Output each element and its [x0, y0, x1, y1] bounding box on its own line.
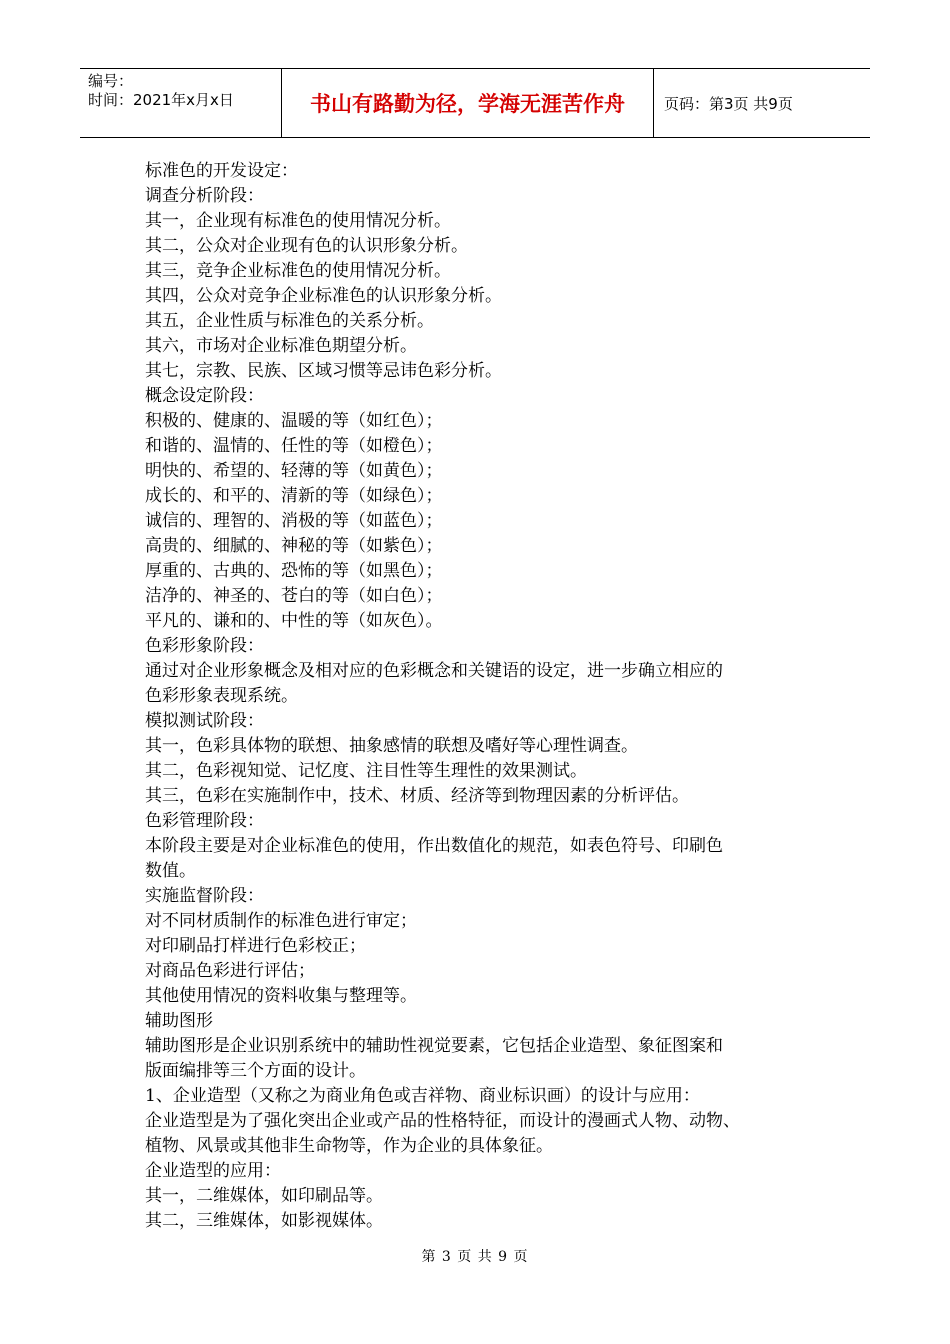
body-line: 模拟测试阶段： [145, 711, 264, 731]
body-line: 其三，色彩在实施制作中，技术、材质、经济等到物理因素的分析评估。 [145, 786, 689, 806]
body-line: 其二，色彩视知觉、记忆度、注目性等生理性的效果测试。 [145, 761, 587, 781]
page-header [80, 68, 870, 138]
doc-date-label: 时间：2021年x月x日 [88, 91, 234, 109]
body-line: 明快的、希望的、轻薄的等（如黄色）； [145, 461, 443, 481]
body-line: 其一，企业现有标准色的使用情况分析。 [145, 211, 451, 231]
body-line: 其六，市场对企业标准色期望分析。 [145, 336, 417, 356]
body-line: 其四，公众对竞争企业标准色的认识形象分析。 [145, 286, 502, 306]
body-line: 洁净的、神圣的、苍白的等（如白色）； [145, 586, 443, 606]
body-line: 其二，公众对企业现有色的认识形象分析。 [145, 236, 468, 256]
body-line: 其二，三维媒体，如影视媒体。 [145, 1211, 383, 1231]
header-meta [80, 69, 282, 137]
document-body [145, 159, 825, 1234]
body-line: 对不同材质制作的标准色进行审定； [145, 911, 417, 931]
body-line: 企业造型是为了强化突出企业或产品的性格特征，而设计的漫画式人物、动物、 [145, 1111, 740, 1131]
body-line: 厚重的、古典的、恐怖的等（如黑色）； [145, 561, 443, 581]
body-line: 概念设定阶段： [145, 386, 264, 406]
page-footer: 第 3 页 共 9 页 [421, 1249, 529, 1265]
body-line: 对商品色彩进行评估； [145, 961, 315, 981]
doc-code-label: 编号： [88, 72, 134, 90]
body-line: 积极的、健康的、温暖的等（如红色）； [145, 411, 443, 431]
body-line: 辅助图形 [145, 1011, 213, 1031]
body-line: 和谐的、温情的、任性的等（如橙色）； [145, 436, 443, 456]
body-line: 平凡的、谦和的、中性的等（如灰色）。 [145, 611, 443, 631]
body-line: 色彩形象表现系统。 [145, 686, 298, 706]
body-line: 1、企业造型（又称之为商业角色或吉祥物、商业标识画）的设计与应用： [145, 1086, 700, 1106]
body-line: 版面编排等三个方面的设计。 [145, 1061, 366, 1081]
body-line: 实施监督阶段： [145, 886, 264, 906]
body-line: 植物、风景或其他非生命物等，作为企业的具体象征。 [145, 1136, 553, 1156]
header-motto: 书山有路勤为径，学海无涯苦作舟 [282, 69, 654, 137]
body-line: 通过对企业形象概念及相对应的色彩概念和关键语的设定，进一步确立相应的 [145, 661, 723, 681]
header-page-info: 页码：第3页 共9页 [664, 94, 793, 113]
body-line: 企业造型的应用： [145, 1161, 281, 1181]
body-line: 标准色的开发设定： [145, 161, 298, 181]
body-line: 色彩形象阶段： [145, 636, 264, 656]
body-line: 成长的、和平的、清新的等（如绿色）； [145, 486, 443, 506]
body-line: 本阶段主要是对企业标准色的使用，作出数值化的规范，如表色符号、印刷色 [145, 836, 723, 856]
body-line: 其七，宗教、民族、区域习惯等忌讳色彩分析。 [145, 361, 502, 381]
body-line: 对印刷品打样进行色彩校正； [145, 936, 366, 956]
body-line: 其五，企业性质与标准色的关系分析。 [145, 311, 434, 331]
body-line: 其一，色彩具体物的联想、抽象感情的联想及嗜好等心理性调查。 [145, 736, 638, 756]
body-line: 其三，竞争企业标准色的使用情况分析。 [145, 261, 451, 281]
body-line: 其他使用情况的资料收集与整理等。 [145, 986, 417, 1006]
body-line: 调查分析阶段： [145, 186, 264, 206]
body-line: 数值。 [145, 861, 196, 881]
body-line: 其一，二维媒体，如印刷品等。 [145, 1186, 383, 1206]
body-line: 诚信的、理智的、消极的等（如蓝色）； [145, 511, 443, 531]
body-line: 色彩管理阶段： [145, 811, 264, 831]
body-line: 辅助图形是企业识别系统中的辅助性视觉要素，它包括企业造型、象征图案和 [145, 1036, 723, 1056]
body-line: 高贵的、细腻的、神秘的等（如紫色）； [145, 536, 443, 556]
